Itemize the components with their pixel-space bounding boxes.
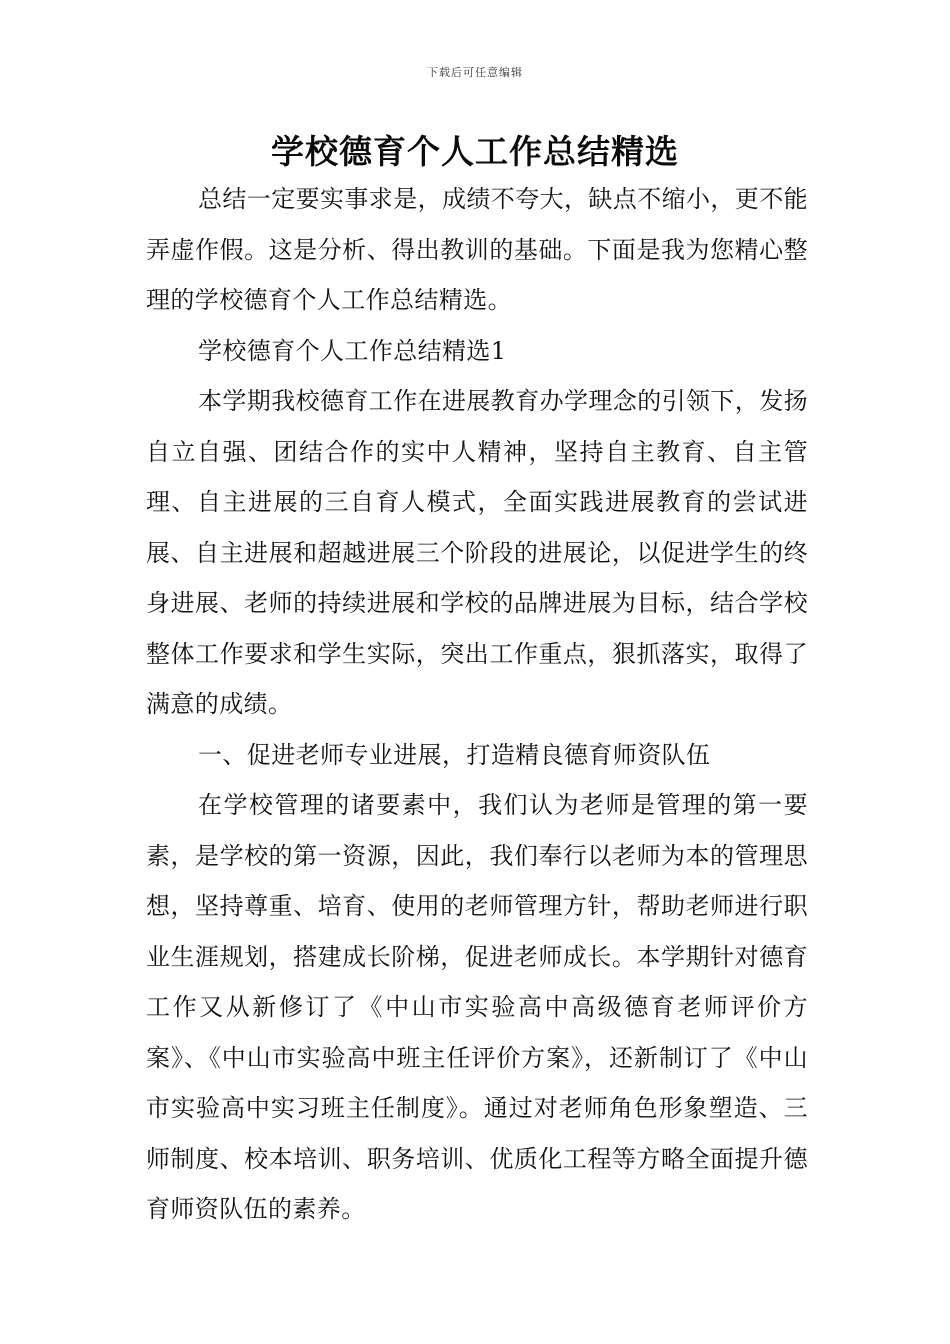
subsection-heading: 一、促进老师专业进展，打造精良德育师资队伍: [198, 740, 711, 769]
document-title: 学校德育个人工作总结精选: [271, 132, 679, 171]
body-paragraph: 在学校管理的诸要素中，我们认为老师是管理的第一要素，是学校的第一资源，因此，我们奉行以老师为本的管理思想，坚持尊重、培育、使用的老师管理方针，帮助老师进行职业生涯规划，搭建成长阶梯，促进老师成长。本学期针对德育工作又从新修订了《中山市实验高中高级德育老师评价方案》、《中山市实验高中班主任评价方案》，还新制订了《中山市实验高中实习班主任制度》。通过对老师角色形象塑造、三师制度、校本培训、职务培训、优质化工程等方略全面提升德育师资队伍的素养。: [146, 791, 808, 1223]
document-body: [146, 174, 808, 1235]
section-heading: 学校德育个人工作总结精选1: [198, 336, 507, 365]
intro-paragraph: 总结一定要实事求是，成绩不夸大，缺点不缩小，更不能弄虚作假。这是分析、得出教训的基础。下面是我为您精心整理的学校德育个人工作总结精选。: [146, 185, 808, 314]
body-paragraph: 本学期我校德育工作在进展教育办学理念的引领下，发扬自立自强、团结合作的实中人精神，坚持自主教育、自主管理、自主进展的三自育人模式，全面实践进展教育的尝试进展、自主进展和超越进展三个阶段的进展论，以促进学生的终身进展、老师的持续进展和学校的品牌进展为目标，结合学校整体工作要求和学生实际，突出工作重点，狠抓落实，取得了满意的成绩。: [146, 387, 808, 718]
header-note: 下载后可任意编辑: [427, 66, 523, 79]
